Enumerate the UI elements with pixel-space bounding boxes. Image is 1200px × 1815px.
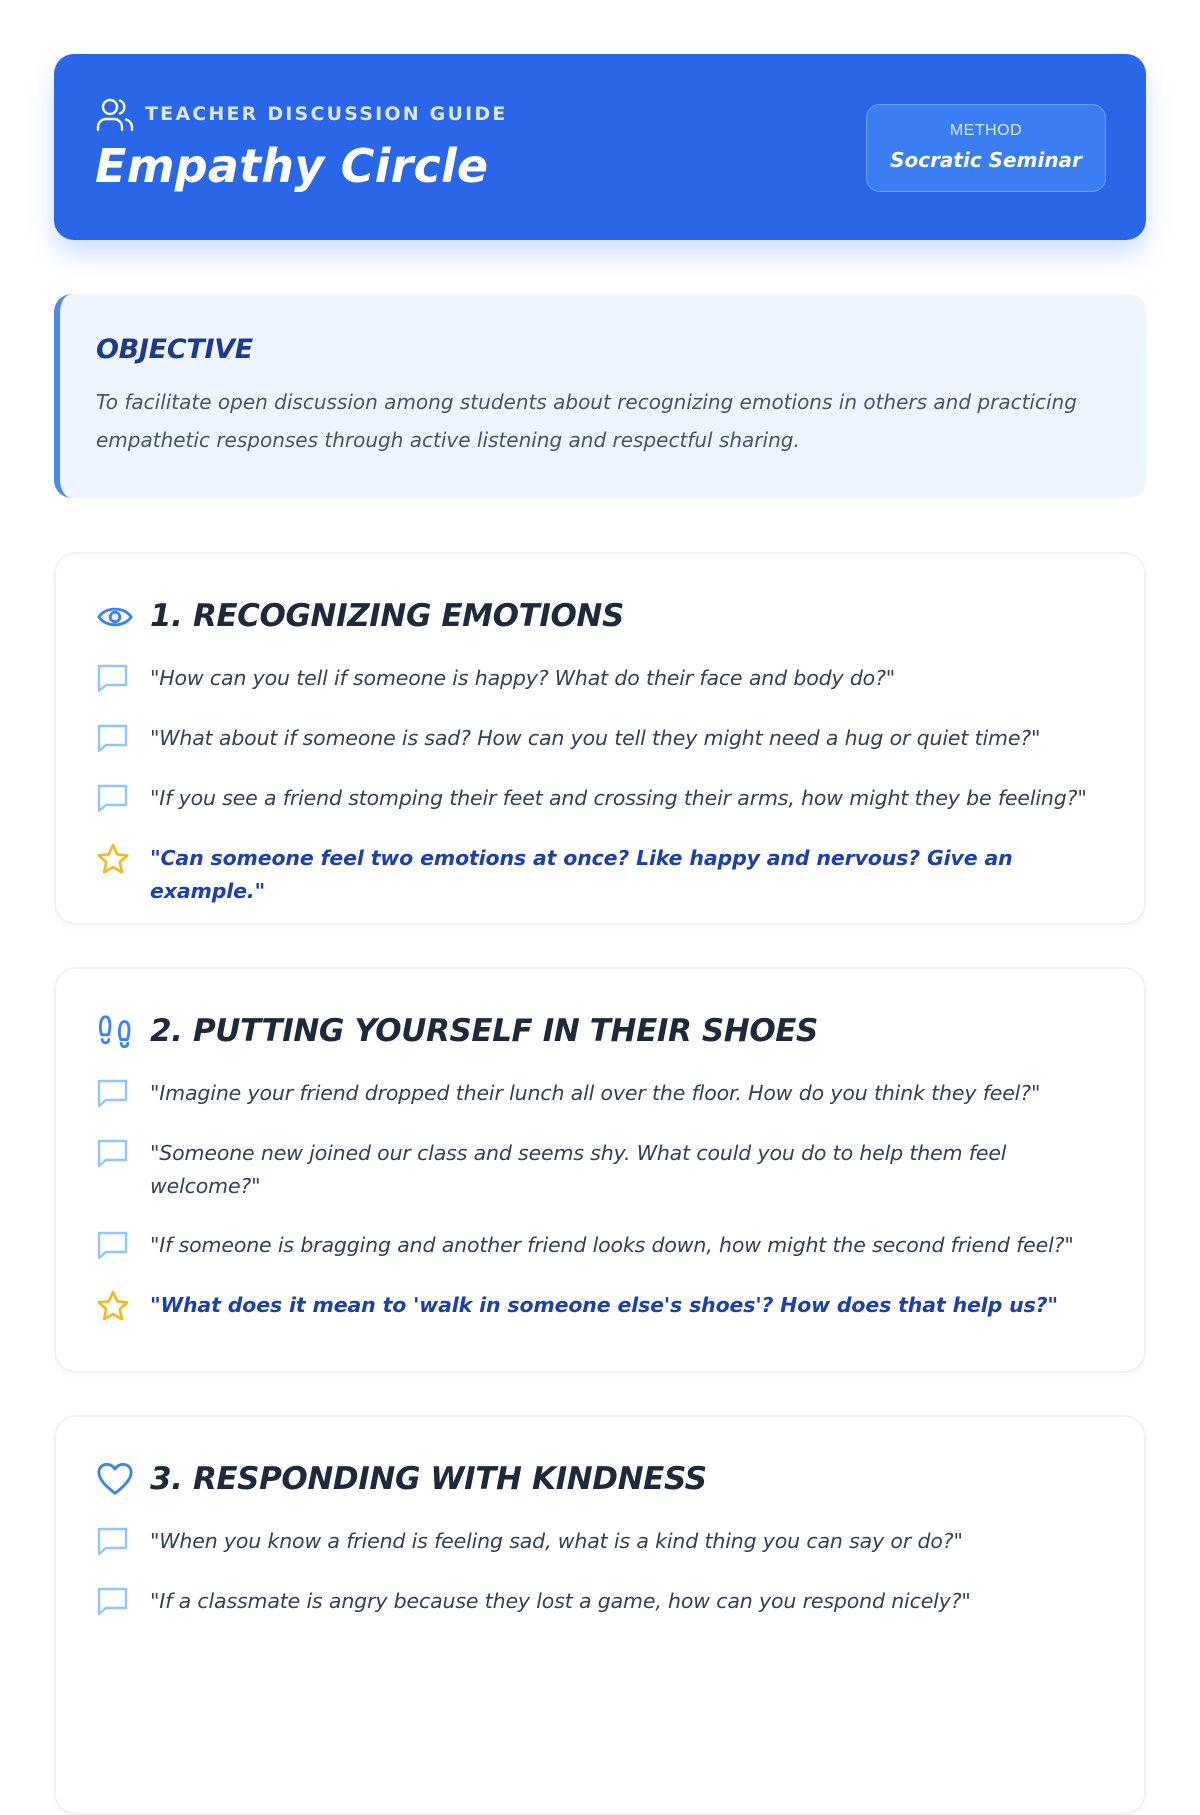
speech-bubble-icon <box>96 1585 138 1619</box>
question-item <box>96 782 1104 816</box>
section-title: 3. RESPONDING WITH KINDNESS <box>150 1461 707 1497</box>
speech-bubble-icon <box>96 1525 138 1559</box>
question-text: "If a classmate is angry because they lost a game, how can you respond nicely?" <box>150 1589 971 1613</box>
speech-bubble-icon <box>96 782 138 816</box>
question-list <box>96 1525 1104 1619</box>
question-text: "How can you tell if someone is happy? What do their face and body do?" <box>150 666 896 690</box>
objective-heading: OBJECTIVE <box>96 334 253 365</box>
question-list <box>96 1077 1104 1323</box>
method-value: Socratic Seminar <box>890 148 1082 172</box>
section-title: 2. PUTTING YOURSELF IN THEIR SHOES <box>150 1013 818 1049</box>
eye-icon <box>96 596 138 636</box>
question-item <box>96 722 1104 756</box>
section-card-their-shoes <box>54 967 1146 1373</box>
section-header <box>96 596 1104 636</box>
question-list <box>96 662 1104 908</box>
question-item <box>96 1229 1104 1263</box>
question-item <box>96 662 1104 696</box>
header-eyebrow-label: TEACHER DISCUSSION GUIDE <box>145 103 508 125</box>
question-text: "If someone is bragging and another friend looks down, how might the second friend feel?" <box>150 1233 1074 1257</box>
featured-question-item <box>96 1289 1104 1323</box>
speech-bubble-icon <box>96 1077 138 1111</box>
section-header <box>96 1011 1104 1051</box>
speech-bubble-icon <box>96 662 138 696</box>
section-card-recognizing-emotions <box>54 552 1146 925</box>
objective-panel <box>54 294 1146 498</box>
featured-question-text: "What does it mean to 'walk in someone else's shoes'? How does that help us?" <box>150 1293 1058 1317</box>
speech-bubble-icon <box>96 722 138 756</box>
star-icon <box>96 842 138 876</box>
users-icon <box>95 96 135 132</box>
page-title: Empathy Circle <box>95 139 489 193</box>
section-header <box>96 1459 1104 1499</box>
objective-text: To facilitate open discussion among students about recognizing emotions in others and practicing empathetic responses through active listening and respectful sharing. <box>96 390 1077 452</box>
footprints-icon <box>96 1011 138 1051</box>
method-label: METHOD <box>949 122 1023 139</box>
section-title: 1. RECOGNIZING EMOTIONS <box>150 598 624 634</box>
question-text: "What about if someone is sad? How can you tell they might need a hug or quiet time?" <box>150 726 1041 750</box>
question-item <box>96 1137 1104 1203</box>
question-text: "Someone new joined our class and seems shy. What could you do to help them feel welcome?" <box>150 1141 1007 1198</box>
question-text: "When you know a friend is feeling sad, what is a kind thing you can say or do?" <box>150 1529 963 1553</box>
question-item <box>96 1585 1104 1619</box>
heart-icon <box>96 1459 138 1499</box>
speech-bubble-icon <box>96 1137 138 1171</box>
method-badge <box>866 104 1106 192</box>
featured-question-item <box>96 842 1104 908</box>
header-banner <box>54 54 1146 240</box>
question-item <box>96 1077 1104 1111</box>
question-item <box>96 1525 1104 1559</box>
star-icon <box>96 1289 138 1323</box>
section-card-kindness <box>54 1415 1146 1815</box>
speech-bubble-icon <box>96 1229 138 1263</box>
featured-question-text: "Can someone feel two emotions at once? Like happy and nervous? Give an example." <box>150 846 1013 903</box>
question-text: "Imagine your friend dropped their lunch all over the floor. How do you think they feel?" <box>150 1081 1041 1105</box>
question-text: "If you see a friend stomping their feet and crossing their arms, how might they be feeling?" <box>150 786 1087 810</box>
